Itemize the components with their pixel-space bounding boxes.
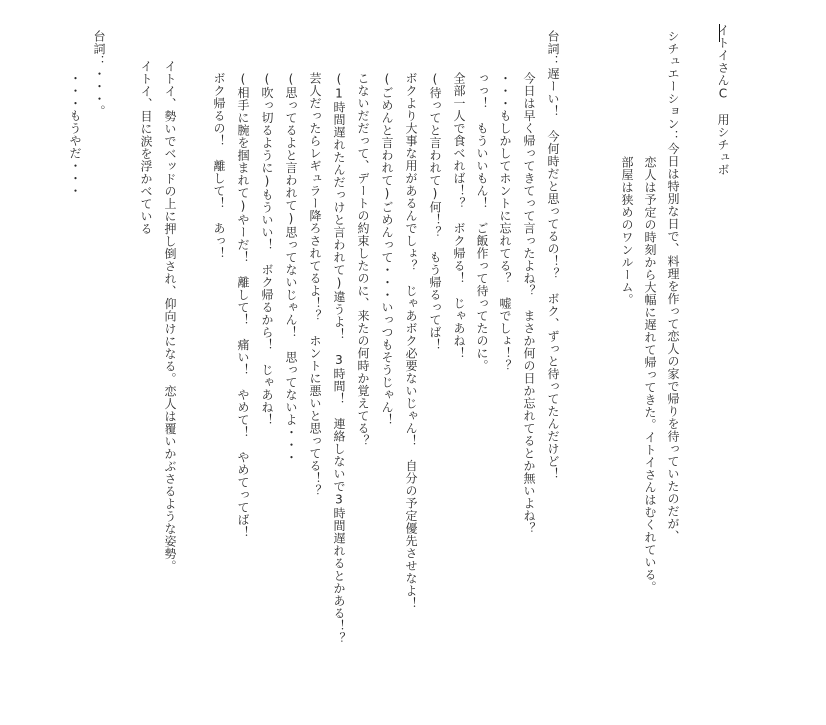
dialogue-line-14: (相手に腕を掴まれて)やーだ！ 離して！ 痛い！ やめて！ やめてってば！ (236, 72, 250, 539)
dialogue2-line-1: 台詞：・・・。 (92, 30, 106, 118)
situation-line-3: 部屋は狭めのワンルーム。 (620, 156, 634, 306)
document-title: イトイさんC 用シチュボ (716, 24, 730, 176)
situation-line-1: シチュエーション：今日は特別な日で、料理を作って恋人の家で帰りを待っていたのだが、 (666, 30, 680, 543)
dialogue-line-3: ・・・もしかしてホントに忘れてる？ 嘘でしょ！？ (498, 72, 512, 372)
dialogue-line-5: 全部一人で食べれば！？ ボク帰る！ じゃあね！ (452, 72, 466, 360)
dialogue2-line-2: ・・・もうやだ・・・ (68, 72, 82, 197)
dialogue-line-11: 芸人だったらレギュラー降ろされてるよ！？ ホントに悪いと思ってる！？ (308, 72, 322, 497)
dialogue-line-15: ボク帰るの！ 離して！ あっ！ (212, 72, 226, 260)
dialogue-line-6: (待ってと言われて)何！？ もう帰るってば！ (428, 72, 442, 351)
dialogue-line-4: っっ！ もういいもん！ ご飯作って待ってたのに。 (475, 72, 489, 372)
dialogue-line-8: (ごめんと言われて)ごめんって・・・いっつもそうじゃん！ (380, 72, 394, 426)
dialogue-line-7: ボクより大事な用があるんでしょ？ じゃあボク必要ないじゃん！ 自分の予定優先させなよ！ (404, 72, 418, 610)
dialogue-line-10: (1時間遅れたんだっけと言われて)違うよ！ 3時間！ 連絡しないで3時間遅れるとかある！？ (332, 72, 346, 645)
dialogue-line-1: 台詞：遅ーい！ 今何時だと思ってるの！？ ボク、ずっと待ってたんだけど！ (546, 30, 560, 480)
dialogue-line-2: 今日は早く帰ってきてって言ったよね？ まさか何の日か忘れてるとか無いよね？ (522, 72, 536, 535)
situation-line-2: 恋人は予定の時刻から大幅に遅れて帰ってきた。イトイさんはむくれている。 (643, 156, 657, 594)
dialogue-line-9: こないだだって、デートの約束したのに、来たの何時か覚えてる？ (356, 72, 370, 447)
action-line-2: イトイ、目に涙を浮かべている (139, 60, 153, 235)
action-line-1: イトイ、勢いでベッドの上に押し倒され、仰向けになる。恋人は覆いかぶさるような姿勢。 (163, 60, 177, 573)
dialogue-line-13: (吹っ切るように)もういい！ ボク帰るから！ じゃあね！ (260, 72, 274, 426)
dialogue-line-12: (思ってるよと言われて)思ってないじゃん！ 思ってないよ・・・ (284, 72, 298, 464)
